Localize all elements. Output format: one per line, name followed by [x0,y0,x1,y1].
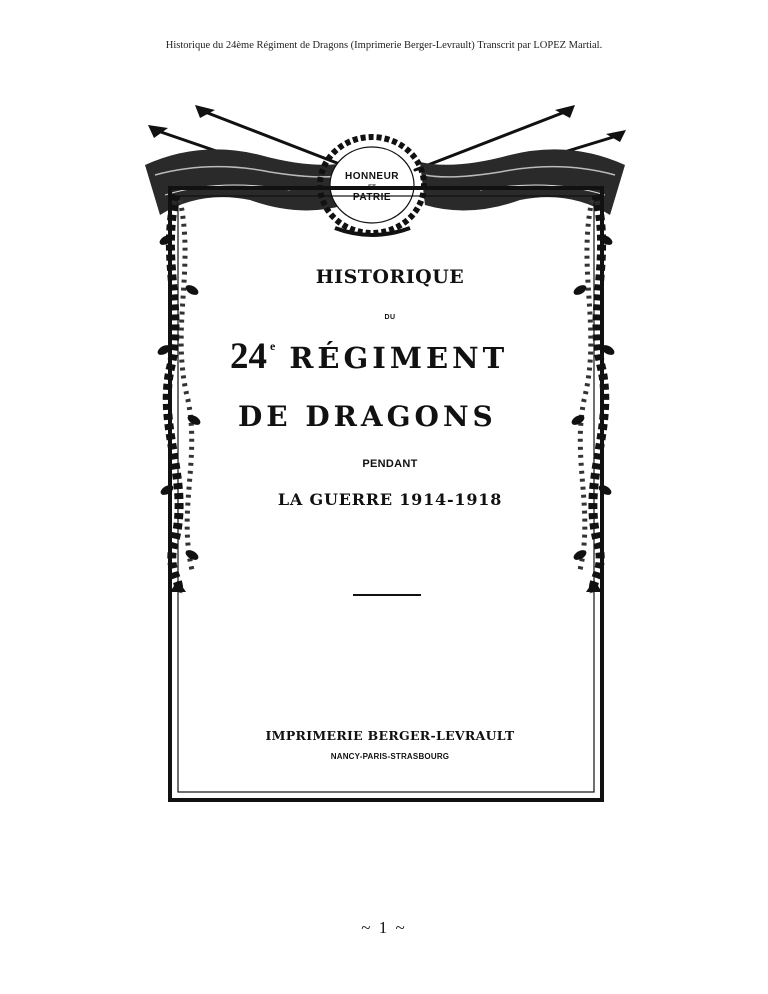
publisher-cities: NANCY-PARIS-STRASBOURG [330,752,450,761]
title-pendant: PENDANT [362,458,418,470]
title-du: DU [384,314,396,321]
motto-emblem [337,172,407,203]
running-header: Historique du 24ème Régiment de Dragons (Imprimerie Berger-Levrault) Transcrit par LOPEZ Martial. [165,40,603,51]
left-flag-drape [145,149,350,215]
motto-line-patrie: PATRIE [352,192,392,203]
title-regiment [230,338,560,375]
motto-line-honneur: HONNEUR [344,171,400,182]
cover-page [140,100,630,805]
regiment-word: RÉGIMENT [289,341,509,375]
title-historique: HISTORIQUE [315,266,465,288]
motto-line-et: ET [368,185,376,191]
publisher-name: IMPRIMERIE BERGER-LEVRAULT [265,728,515,743]
divider-rule [353,594,421,596]
regiment-number: 24 [230,336,267,377]
right-garland [570,195,616,592]
page-number: ~ 1 ~ [361,918,407,937]
left-garland [156,195,202,592]
title-la-guerre: LA GUERRE 1914-1918 [277,490,503,509]
ornamental-frame-illustration [140,100,630,805]
title-de-dragons: DE DRAGONS [238,400,497,433]
regiment-superscript: e [270,339,276,353]
